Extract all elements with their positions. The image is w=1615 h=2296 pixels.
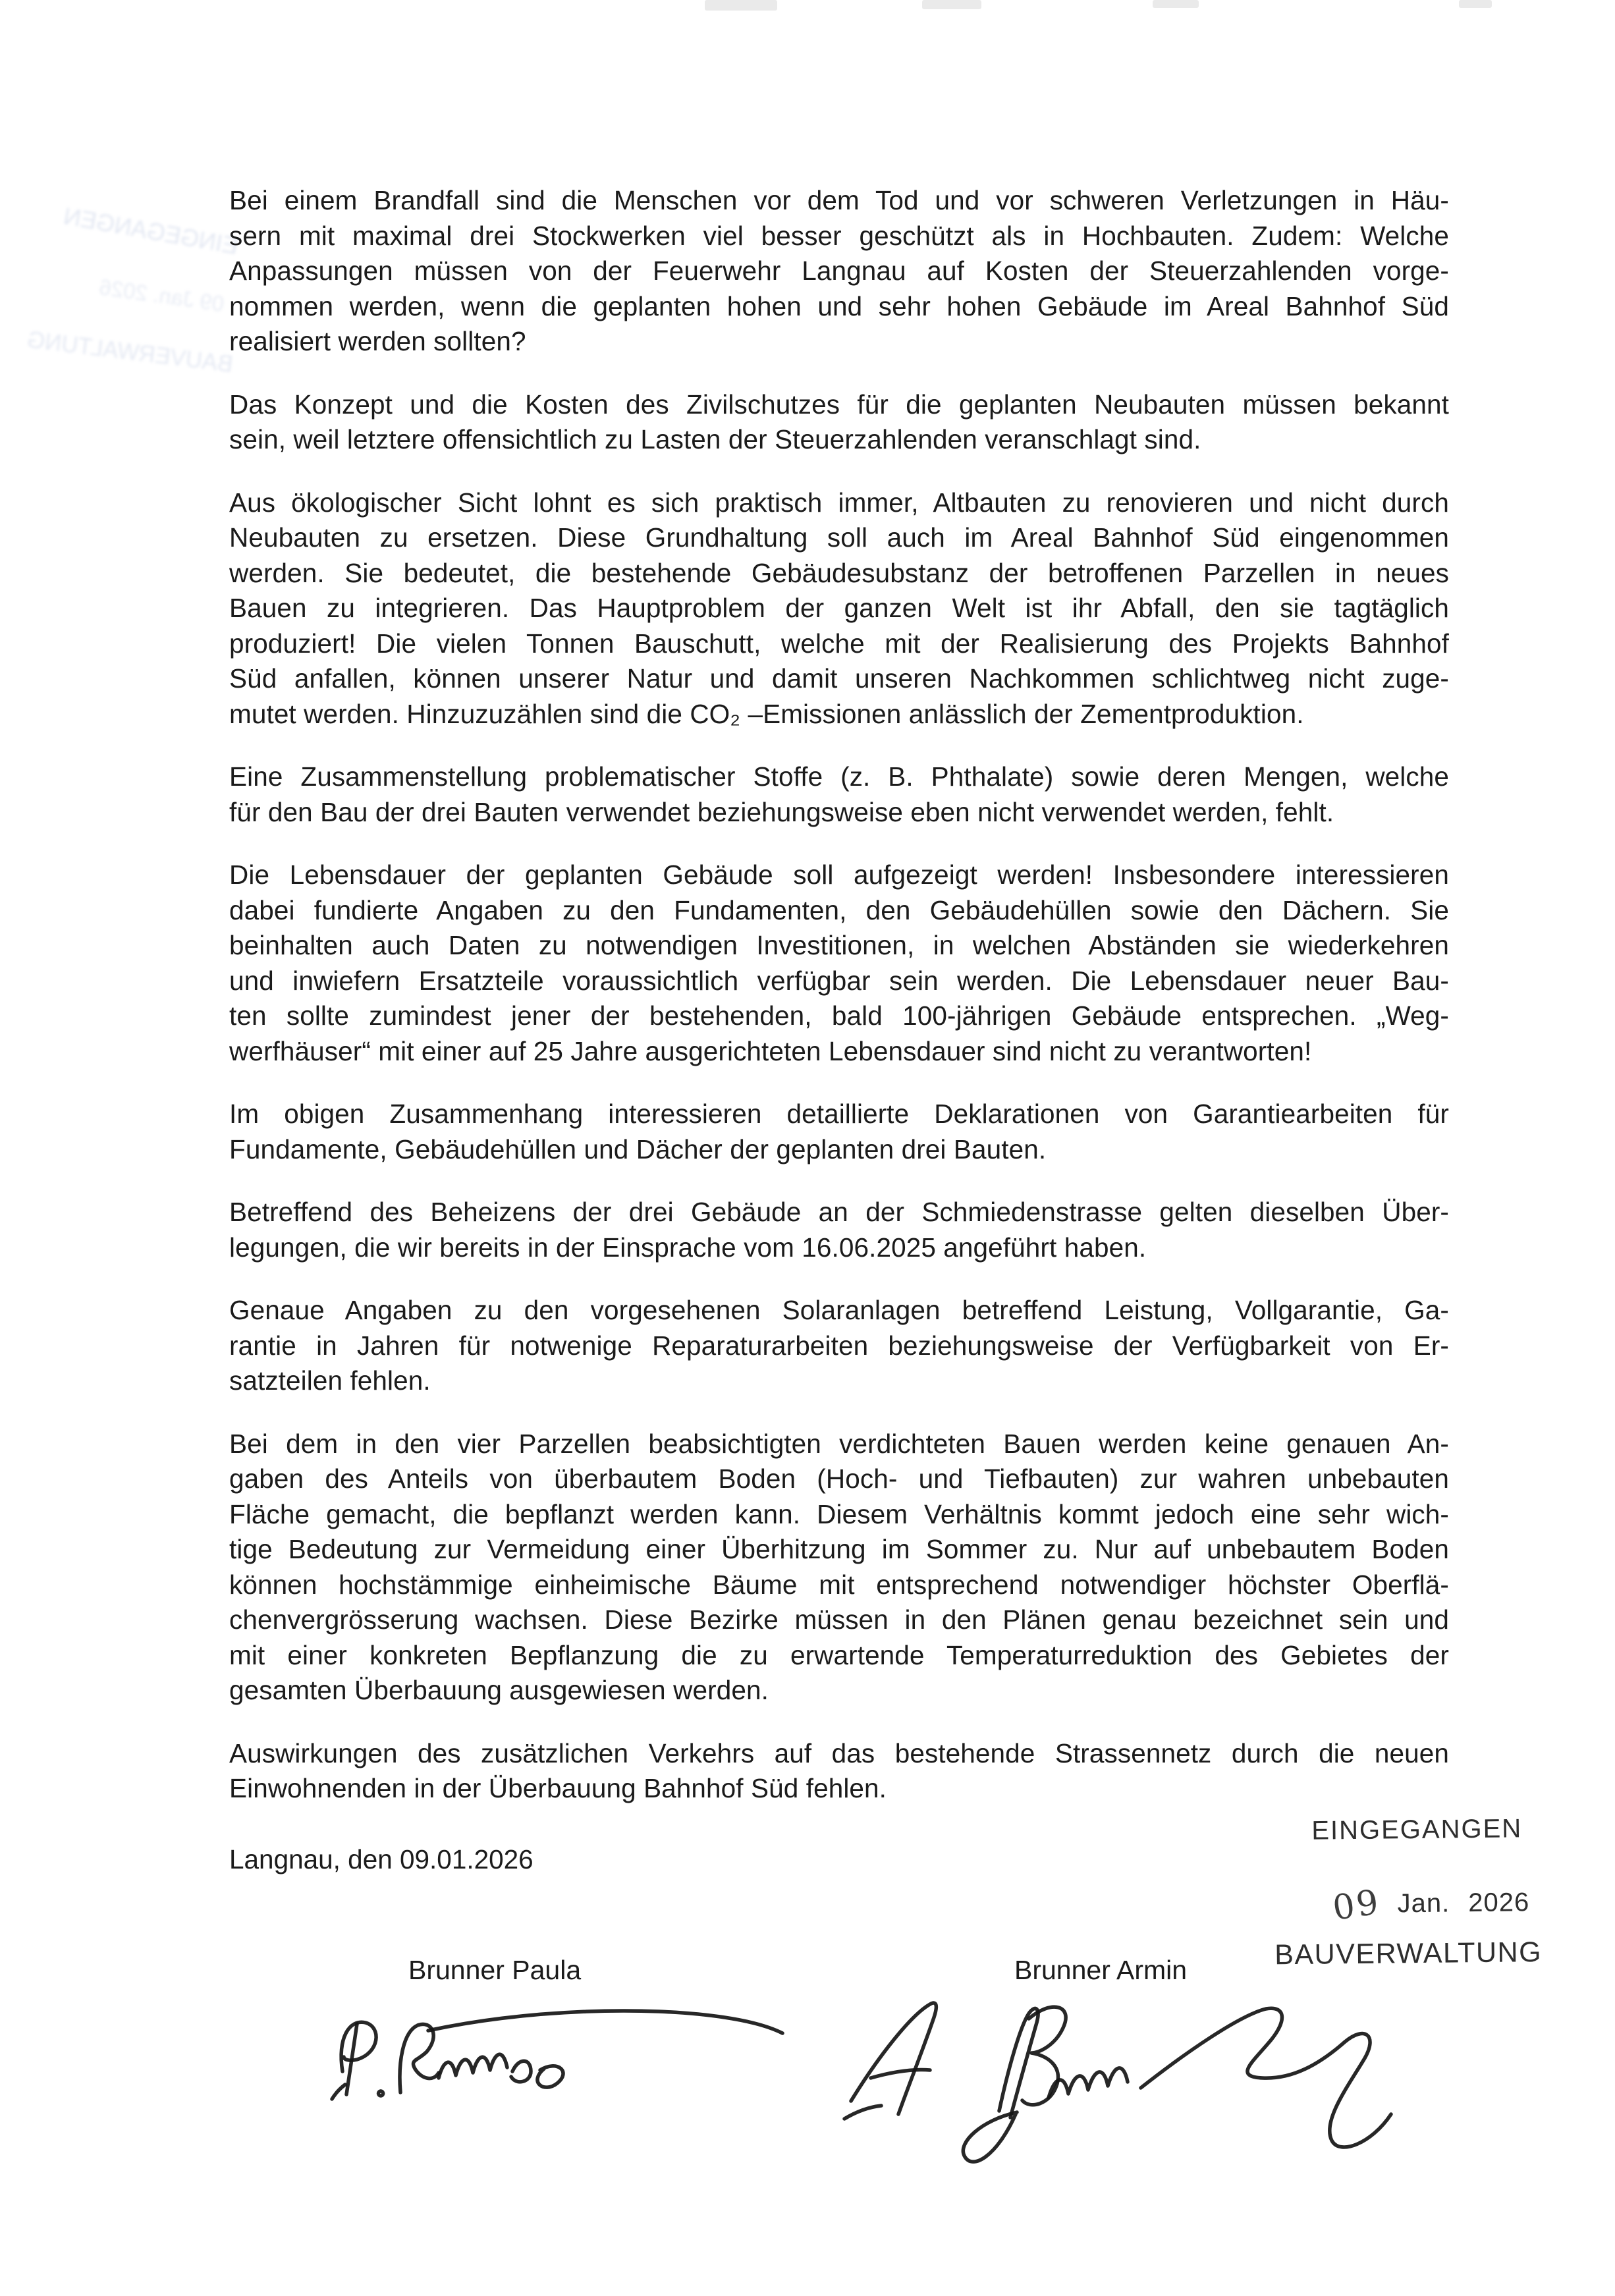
text-line: Betreffend des Beheizens der drei Gebäude an der Schmiedenstrasse gelten dieselben Über- (229, 1197, 1449, 1227)
paragraph-lifespan (229, 858, 1449, 1069)
text-line: ten sollte zumindest jener der bestehenden, bald 100-jährigen Gebäude entsprechen. „Weg- (229, 1000, 1449, 1031)
signature-armin-handwriting (831, 1979, 1417, 2183)
paragraph-traffic (229, 1736, 1449, 1807)
text-line: chenvergrösserung wachsen. Diese Bezirke müssen in den Plänen genau bezeichnet sein und (229, 1604, 1449, 1635)
stamp-received-label: EINGEGANGEN (1311, 1814, 1523, 1845)
stamp-bleedthrough-line2: 09 Jan. 2026 (97, 274, 226, 317)
text-line: rantie in Jahren für notwenige Reparaturarbeiten beziehungsweise der Verfügbarkeit von Er- (229, 1330, 1449, 1361)
text-line: Das Konzept und die Kosten des Zivilschutzes für die geplanten Neubauten müssen bekannt (229, 389, 1449, 420)
text-line: mit einer konkreten Bepflanzung die zu erwartende Temperaturreduktion des Gebietes der (229, 1639, 1449, 1670)
text-line: realisiert werden sollten? (229, 326, 526, 356)
text-line: können hochstämmige einheimische Bäume mit entsprechend notwendiger höchster Oberflä- (229, 1569, 1449, 1600)
scan-artifact (705, 0, 777, 11)
stamp-date-line (1330, 1880, 1530, 1929)
text-line: beinhalten auch Daten zu notwendigen Investitionen, in welchen Abständen sie wiederkehren (229, 930, 1449, 960)
text-line: gesamten Überbauung ausgewiesen werden. (229, 1675, 769, 1705)
text-line: Fläche gemacht, die bepflanzt werden kann. Diesem Verhältnis kommt jedoch eine sehr wich- (229, 1498, 1449, 1529)
text-line: Neubauten zu ersetzen. Diese Grundhaltung soll auch im Areal Bahnhof Süd eingenommen (229, 522, 1449, 553)
text-line: dabei fundierte Angaben zu den Fundamenten, den Gebäudehüllen sowie den Dächern. Sie (229, 894, 1449, 925)
text-line: satzteilen fehlen. (229, 1365, 431, 1396)
paragraph-substances (229, 759, 1449, 830)
text-line: Anpassungen müssen von der Feuerwehr Langnau auf Kosten der Steuerzahlenden vorge- (229, 256, 1449, 286)
text-line: Einwohnenden in der Überbauung Bahnhof Süd fehlen. (229, 1773, 887, 1803)
text-line: Aus ökologischer Sicht lohnt es sich praktisch immer, Altbauten zu renovieren und nicht durch (229, 487, 1449, 518)
text-line: legungen, die wir bereits in der Einsprache vom 16.06.2025 angeführt haben. (229, 1232, 1147, 1263)
text-line: sern mit maximal drei Stockwerken viel besser geschützt als in Hochbauten. Zudem: Welche (229, 220, 1449, 251)
letter-body (229, 183, 1449, 1834)
stamp-office-label: BAUVERWALTUNG (1274, 1936, 1543, 1971)
text-line: mutet werden. Hinzuzuzählen sind die CO₂ –Emissionen anlässlich der Zementproduktion. (229, 698, 1304, 729)
signer-name-armin: Brunner Armin (1014, 1955, 1188, 1985)
paragraph-heating (229, 1195, 1449, 1265)
text-line: Auswirkungen des zusätzlichen Verkehrs auf das bestehende Strassennetz durch die neuen (229, 1737, 1449, 1768)
scan-artifact (1153, 0, 1199, 8)
paragraph-civil-defense (229, 387, 1449, 458)
stamp-handwritten-day: 09 (1330, 1882, 1383, 1929)
scan-artifact (1459, 0, 1492, 8)
text-line: Genaue Angaben zu den vorgesehenen Solaranlagen betreffend Leistung, Vollgarantie, Ga- (229, 1295, 1449, 1325)
stamp-bleedthrough-line1: EINGEGANGEN (61, 202, 240, 260)
paragraph-density-greenery (229, 1427, 1449, 1708)
text-line: Bei einem Brandfall sind die Menschen vor dem Tod und vor schweren Verletzungen in Häu- (229, 185, 1449, 215)
stamp-bleedthrough-line3: BAUVERWALTUNG (25, 326, 234, 378)
text-line: für den Bau der drei Bauten verwendet beziehungsweise eben nicht verwendet werden, fehlt. (229, 796, 1334, 827)
scan-artifact (922, 0, 981, 9)
text-line: werden. Sie bedeutet, die bestehende Gebäudesubstanz der betroffenen Parzellen in neues (229, 557, 1449, 588)
paragraph-warranty (229, 1097, 1449, 1167)
place-date-line: Langnau, den 09.01.2026 (229, 1844, 534, 1874)
text-line: gaben des Anteils von überbautem Boden (Hoch- und Tiefbauten) zur wahren unbebauten (229, 1463, 1449, 1494)
text-line: Süd anfallen, können unserer Natur und damit unseren Nachkommen schlichtweg nicht zuge- (229, 663, 1449, 694)
text-line: produziert! Die vielen Tonnen Bauschutt, welche mit der Realisierung des Projekts Bahnhof (229, 628, 1449, 659)
text-line: tige Bedeutung zur Vermeidung einer Überhitzung im Sommer zu. Nur auf unbebautem Boden (229, 1534, 1449, 1564)
text-line: Die Lebensdauer der geplanten Gebäude soll aufgezeigt werden! Insbesondere interessieren (229, 860, 1449, 890)
text-line: Bauen zu integrieren. Das Hauptproblem der ganzen Welt ist ihr Abfall, den sie tagtäglich (229, 593, 1449, 623)
text-line: Eine Zusammenstellung problematischer Stoffe (z. B. Phthalate) sowie deren Mengen, welche (229, 761, 1449, 792)
stamp-month: Jan. (1397, 1888, 1450, 1919)
text-line: Fundamente, Gebäudehüllen und Dächer der geplanten drei Bauten. (229, 1134, 1047, 1164)
signature-paula-handwriting (329, 1992, 797, 2111)
text-line: sein, weil letztere offensichtlich zu Lasten der Steuerzahlenden veranschlagt sind. (229, 424, 1201, 454)
text-line: Im obigen Zusammenhang interessieren detaillierte Deklarationen von Garantiearbeiten für (229, 1099, 1449, 1129)
text-line: nommen werden, wenn die geplanten hohen und sehr hohen Gebäude im Areal Bahnhof Süd (229, 290, 1449, 321)
text-line: und inwiefern Ersatzteile voraussichtlich verfügbar sein werden. Die Lebensdauer neuer Bau- (229, 965, 1449, 996)
signer-name-paula: Brunner Paula (408, 1955, 582, 1985)
text-line: werfhäuser“ mit einer auf 25 Jahre ausgerichteten Lebensdauer sind nicht zu verantworten! (229, 1035, 1312, 1066)
paragraph-solar (229, 1293, 1449, 1399)
paragraph-ecology (229, 485, 1449, 732)
paragraph-fire-safety (229, 183, 1449, 360)
text-line: Bei dem in den vier Parzellen beabsichtigten verdichteten Bauen werden keine genauen An- (229, 1428, 1449, 1459)
stamp-year: 2026 (1468, 1888, 1530, 1918)
